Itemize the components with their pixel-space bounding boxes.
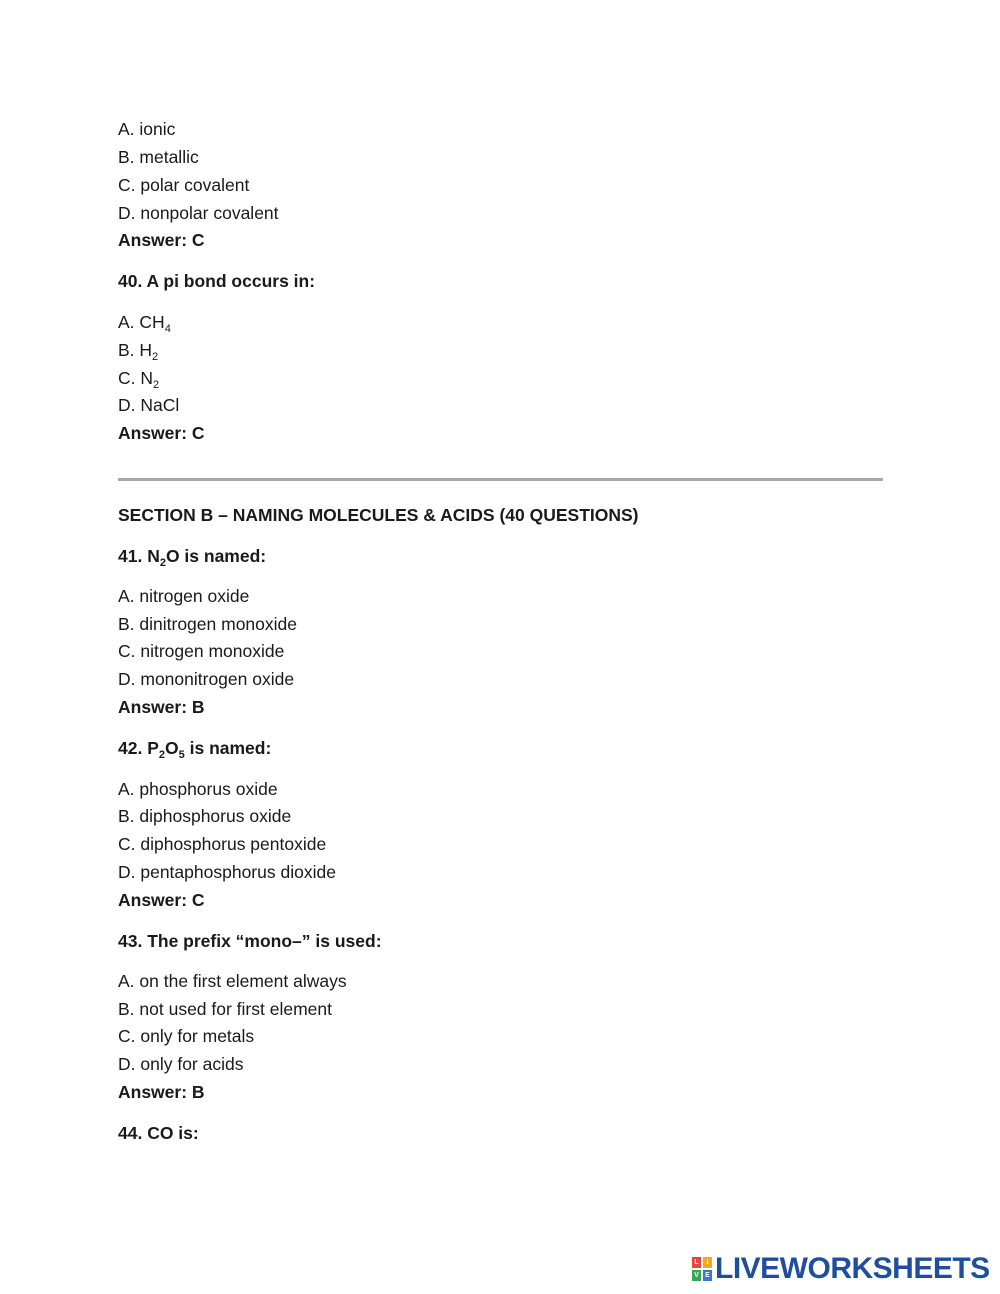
q41-question: 41. $N_2O$ is named: bbox=[118, 546, 267, 569]
q41-option-b: B. dinitrogen monoxide bbox=[118, 614, 297, 634]
logo-block-e: E bbox=[703, 1270, 712, 1281]
q41-answer: Answer: B bbox=[118, 697, 205, 717]
q39-option-a: A. ionic bbox=[118, 119, 176, 139]
q43-answer: Answer: B bbox=[118, 1082, 205, 1102]
logo-wordmark: LIVEWORKSHEETS bbox=[715, 1252, 990, 1285]
q40-option-b: B. $H_2$ bbox=[118, 340, 159, 363]
q42-option-d: D. pentaphosphorus dioxide bbox=[118, 862, 336, 882]
logo-block-l: L bbox=[692, 1257, 701, 1268]
q42-option-c: C. diphosphorus pentoxide bbox=[118, 834, 327, 854]
logo-blocks-icon bbox=[692, 1257, 712, 1281]
q39-option-d: D. nonpolar covalent bbox=[118, 203, 279, 223]
q44-question: 44. CO is: bbox=[118, 1123, 199, 1143]
q40-answer: Answer: C bbox=[118, 423, 205, 443]
q39-option-c: C. polar covalent bbox=[118, 175, 250, 195]
logo-block-v: V bbox=[692, 1270, 701, 1281]
q42-option-a: A. phosphorus oxide bbox=[118, 779, 278, 799]
q43-option-b: B. not used for first element bbox=[118, 999, 332, 1019]
q43-option-a: A. on the first element always bbox=[118, 971, 347, 991]
q41-option-a: A. nitrogen oxide bbox=[118, 586, 250, 606]
q42-answer: Answer: C bbox=[118, 890, 205, 910]
q40-option-c: C. $N_2$ bbox=[118, 368, 160, 391]
q43-option-d: D. only for acids bbox=[118, 1054, 244, 1074]
section-b-heading: SECTION B – NAMING MOLECULES & ACIDS (40 QUESTIONS) bbox=[118, 505, 639, 525]
liveworksheets-logo bbox=[692, 1252, 990, 1285]
q43-question: 43. The prefix “mono–” is used: bbox=[118, 931, 382, 951]
logo-block-i: I bbox=[703, 1257, 712, 1268]
q40-question: 40. A pi bond occurs in: bbox=[118, 271, 316, 291]
q42-question: 42. $P_2O_5$ is named: bbox=[118, 738, 272, 761]
q40-option-d: D. NaCl bbox=[118, 395, 180, 415]
q40-option-a: A. $CH_4$ bbox=[118, 312, 171, 335]
q39-option-b: B. metallic bbox=[118, 147, 199, 167]
q41-option-c: C. nitrogen monoxide bbox=[118, 641, 285, 661]
q39-answer: Answer: C bbox=[118, 230, 205, 250]
q41-option-d: D. mononitrogen oxide bbox=[118, 669, 295, 689]
q43-option-c: C. only for metals bbox=[118, 1026, 255, 1046]
q42-option-b: B. diphosphorus oxide bbox=[118, 806, 292, 826]
section-divider bbox=[118, 478, 883, 481]
